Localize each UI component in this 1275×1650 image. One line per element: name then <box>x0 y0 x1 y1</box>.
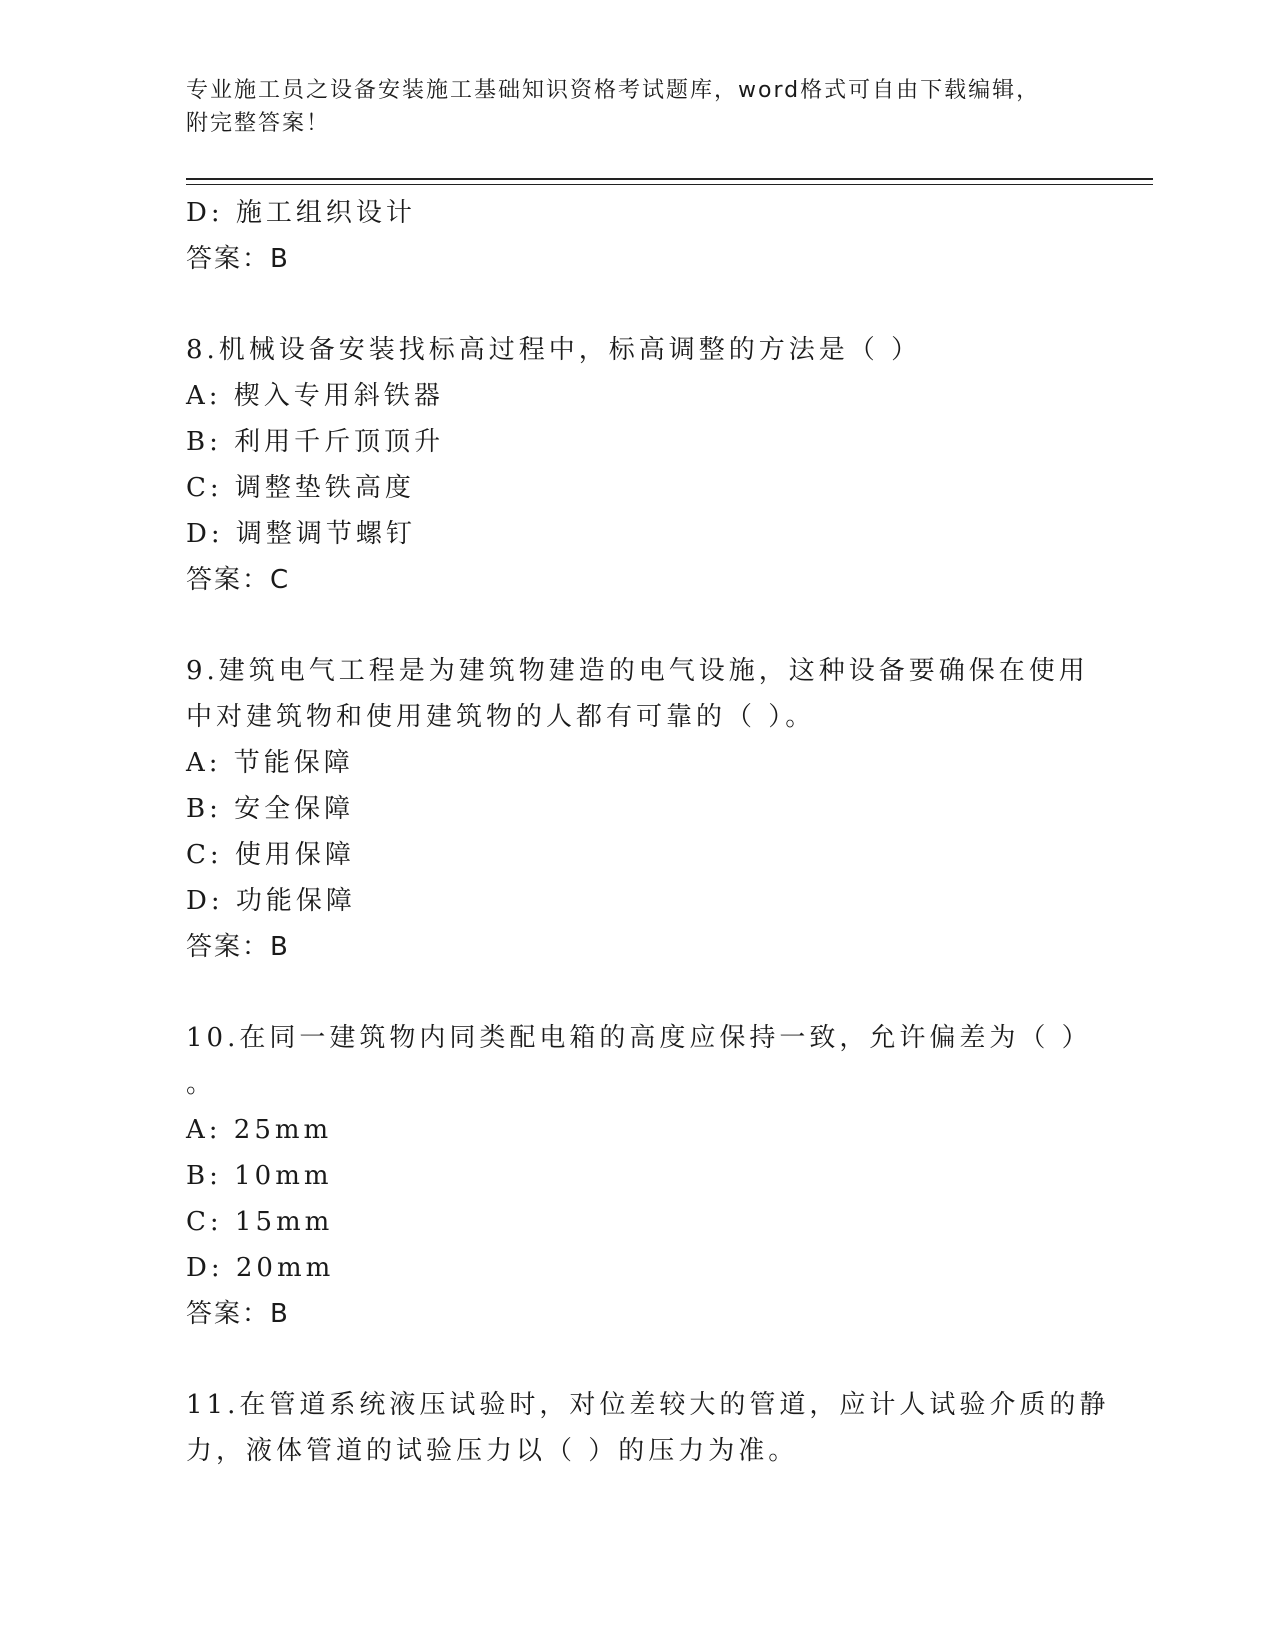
prev-answer: 答案：B <box>186 244 290 274</box>
question-9-option-d: D: 功能保障 <box>186 886 356 916</box>
question-10-stem <box>186 1015 1092 1107</box>
question-10-option-a: A: 25mm <box>186 1115 333 1145</box>
question-9-option-b: B: 安全保障 <box>186 794 355 824</box>
question-8-stem <box>186 327 1066 373</box>
prev-option-d: D: 施工组织设计 <box>186 198 416 228</box>
question-10-stem-line: 。 <box>186 1069 217 1099</box>
question-11-stem-line: 力，液体管道的试验压力以（ ）的压力为准。 <box>186 1436 799 1466</box>
question-8-stem-line: 8.机械设备安装找标高过程中，标高调整的方法是（ ） <box>186 335 922 365</box>
question-8-option-a: A: 楔入专用斜铁器 <box>186 381 444 411</box>
question-8-option-c: C: 调整垫铁高度 <box>186 473 415 503</box>
question-10-stem-line: 10.在同一建筑物内同类配电箱的高度应保持一致，允许偏差为（ ） <box>186 1023 1092 1053</box>
question-10-option-b: B: 10mm <box>186 1161 333 1191</box>
question-9-option-a: A: 节能保障 <box>186 748 354 778</box>
header-line-1: 专业施工员之设备安装施工基础知识资格考试题库，word格式可自由下载编辑， <box>186 78 1041 103</box>
question-9-answer: 答案：B <box>186 932 290 962</box>
question-11-stem <box>186 1382 1110 1474</box>
header-divider-thick <box>186 178 1153 180</box>
header-line-2: 附完整答案！ <box>186 111 331 136</box>
question-8-option-b: B: 利用千斤顶顶升 <box>186 427 445 457</box>
question-list <box>186 190 1110 1474</box>
question-10-option-d: D: 20mm <box>186 1253 335 1283</box>
question-9-stem <box>186 648 1089 740</box>
question-10-answer: 答案：B <box>186 1299 290 1329</box>
question-9-stem-line: 9.建筑电气工程是为建筑物建造的电气设施，这种设备要确保在使用 <box>186 656 1089 686</box>
question-9-stem-line: 中对建筑物和使用建筑物的人都有可靠的（ ）。 <box>186 702 816 732</box>
question-10-option-c: C: 15mm <box>186 1207 334 1237</box>
question-8-answer: 答案：C <box>186 565 291 595</box>
document-header <box>186 74 1066 140</box>
question-11-stem-line: 11.在管道系统液压试验时，对位差较大的管道，应计人试验介质的静 <box>186 1390 1110 1420</box>
question-9-option-c: C: 使用保障 <box>186 840 355 870</box>
header-divider-thin <box>186 184 1153 185</box>
question-8-option-d: D: 调整调节螺钉 <box>186 519 416 549</box>
